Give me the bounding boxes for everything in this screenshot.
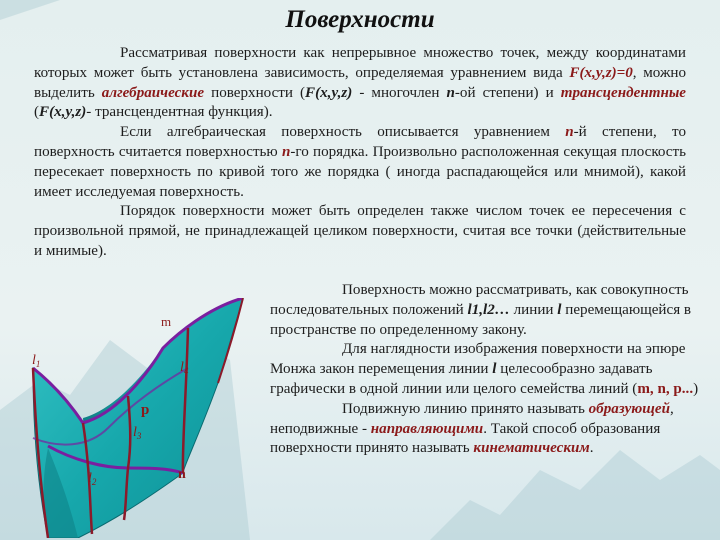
paragraph-intersection: Порядок поверхности может быть определен также числом точек ее пересечения с произвольной прямой, не принадлежащей целиком поверхности, считая все точки (действительные и мнимые). [34, 203, 686, 259]
main-text [34, 44, 686, 262]
label-n: n [178, 467, 186, 482]
side-text [270, 281, 713, 459]
label-l2: $l_2$ [88, 471, 97, 487]
label-m: m [161, 314, 172, 329]
paragraph-definition: Рассматривая поверхности как непрерывное множество точек, между координатами которых может быть установлена зависимость, определяемая уравнением вида F(x,y,z)=0, можно выделить алгебраические поверхности (F(x,y,z) - многочлен n-ой степени) и трансцендентные (F(x,y,z)- трансцендентная функция). [34, 45, 687, 121]
paragraph-generation: Поверхность можно рассматривать, как совокупность последовательных положений l1,l2… линии l перемещающейся в пространстве по определенному закону. [270, 282, 692, 338]
label-l1: $l_1$ [32, 353, 41, 369]
label-l4: $l_4$ [180, 360, 189, 376]
label-p: p [141, 402, 150, 418]
paragraph-order: Если алгебраическая поверхность описывается уравнением n-й степени, то поверхность считается поверхностью n-го порядка. Произвольно расположенная секущая плоскость пересекает поверхность по кривой того же порядка ( иногда распадающейся или мнимой), какой имеет исследуемая поверхность. [34, 124, 686, 200]
surface-figure [28, 298, 258, 538]
paragraph-kinematic: Подвижную линию принято называть образующей, неподвижные - направляющими. Такой способ образования поверхности принято называть кинематическим. [270, 400, 674, 457]
paragraph-monge: Для наглядности изображения поверхности на эпюре Монжа закон перемещения линии l целесообразно задавать графически в одной линии или целого семейства линий (m, n, p...) [270, 341, 699, 397]
page-title: Поверхности [285, 6, 435, 33]
label-l3: $l_3$ [133, 425, 142, 441]
